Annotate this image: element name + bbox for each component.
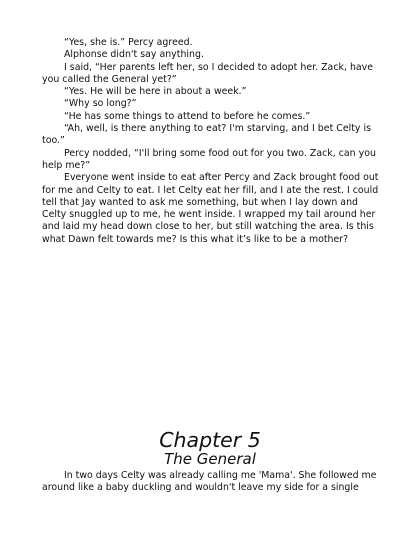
paragraph: In two days Celty was already calling me 'Mama'. She followed me around like a baby duckling and wouldn't leave my side for a single [42,470,377,494]
chapter-body [42,470,382,495]
paragraph: “Yes, she is.” Percy agreed. [64,37,193,48]
paragraph: Alphonse didn't say anything. [64,49,204,61]
chapter-subtitle: The General [164,450,256,468]
paragraph: “Yes. He will be here in about a week.” [64,86,247,98]
story-text [42,37,382,246]
paragraph: “Ah, well, is there anything to eat? I'm starving, and I bet Celty is too.” [42,123,372,147]
paragraph: I said, “Her parents left her, so I decided to adopt her. Zack, have you called the General yet?” [42,61,374,85]
paragraph: Everyone went inside to eat after Percy and Zack brought food out for me and Celty to eat. I let Celty eat her fill, and I ate the rest. I could tell that Jay wanted to ask me something, but when I lay down and Celty snuggled up to me, he went inside. I wrapped my tail around her and laid my head down close to her, but still watching the area. Is this what Dawn felt towards me? Is this what it’s like to be a mother? [42,172,379,245]
paragraph: “Why so long?” [64,98,137,110]
chapter-title: Chapter 5 [159,428,261,452]
paragraph: “He has some things to attend to before he comes.” [64,110,311,122]
paragraph: Percy nodded, “I'll bring some food out for you two. Zack, can you help me?” [42,147,376,171]
